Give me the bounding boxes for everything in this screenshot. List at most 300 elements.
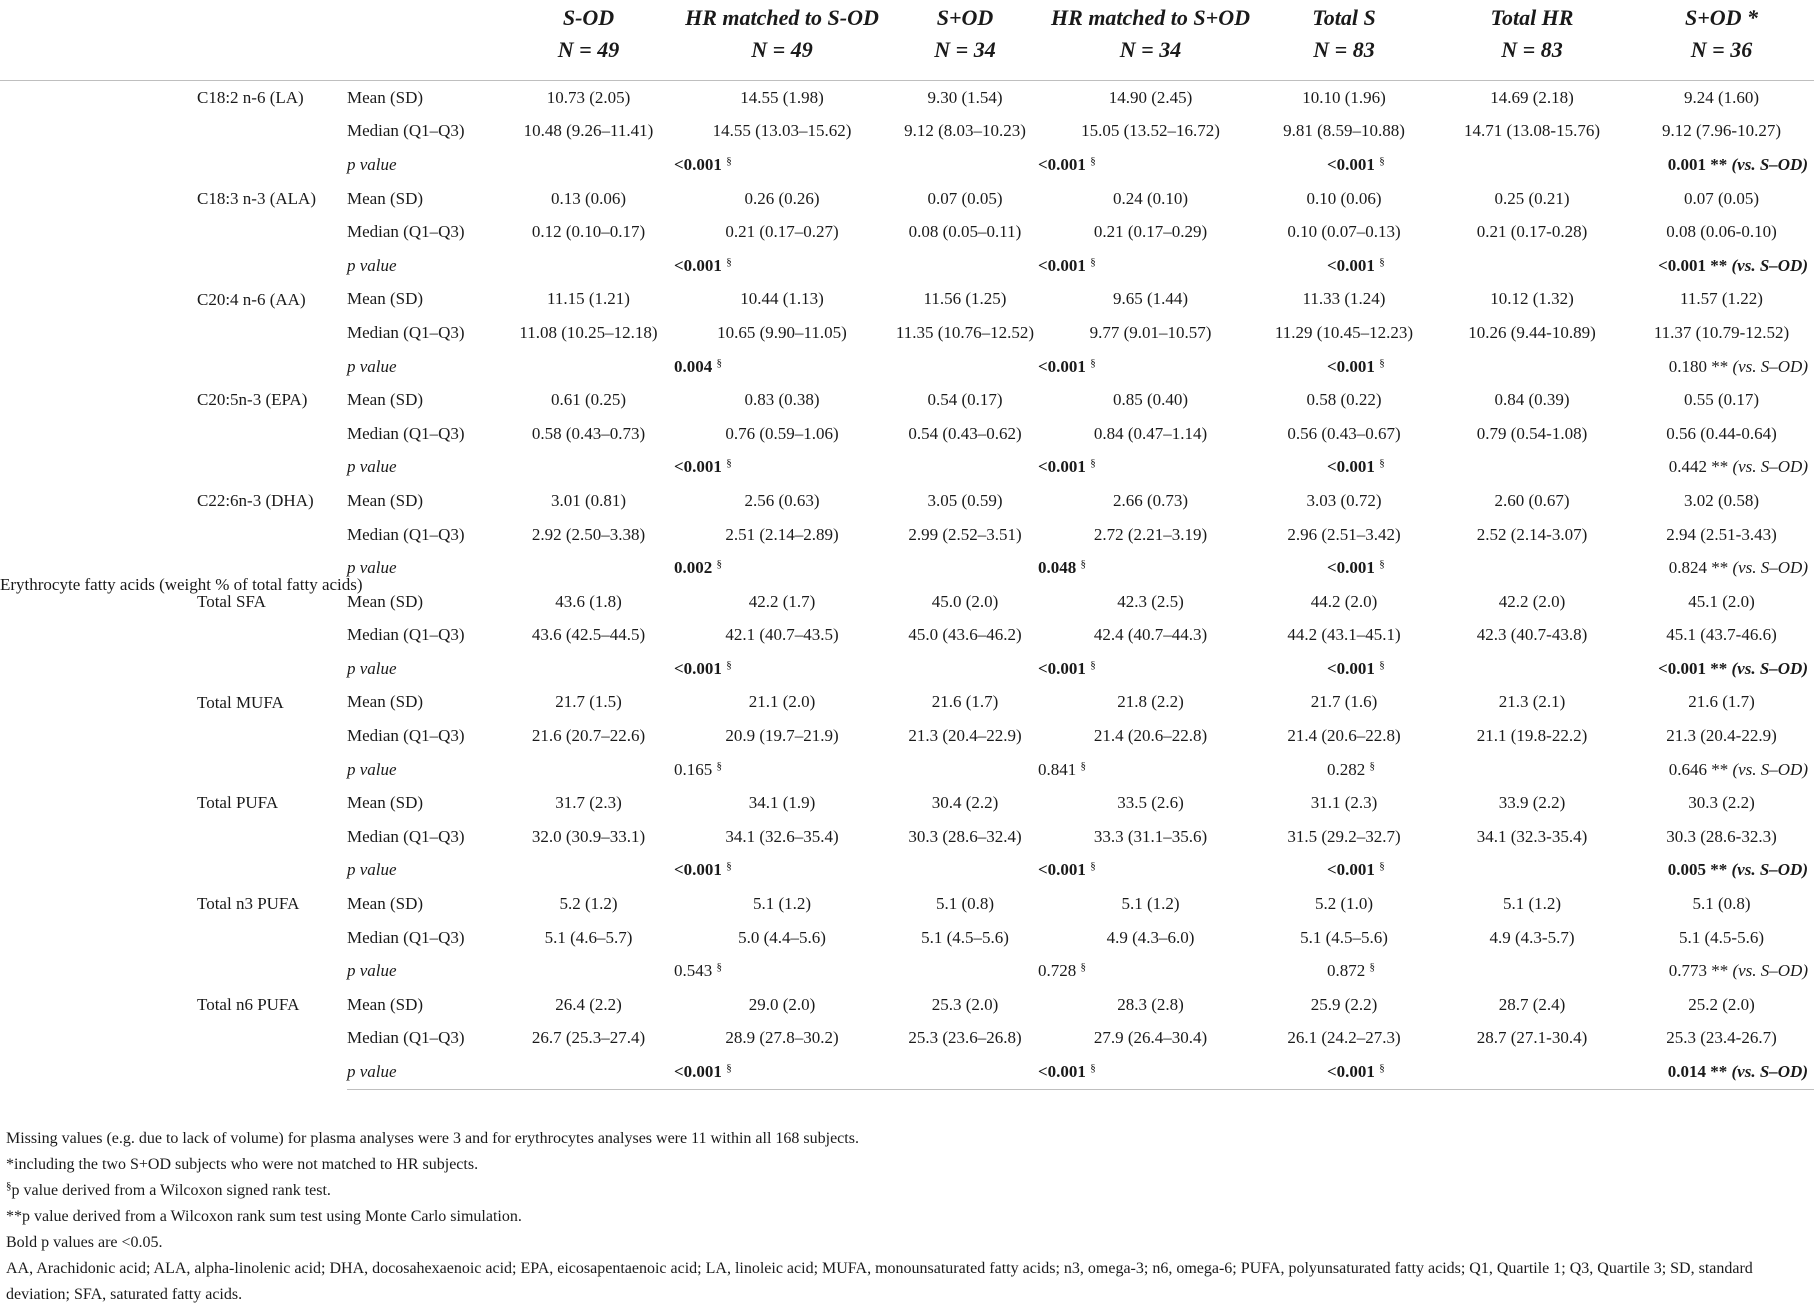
- stat-label: Median (Q1–Q3): [347, 826, 465, 846]
- col-header-label: Total HR: [1490, 5, 1574, 30]
- section-mark: §: [716, 961, 722, 974]
- mean-cell: 45.1 (2.0): [1688, 591, 1755, 611]
- stat-label: Mean (SD): [347, 894, 424, 914]
- mean-cell: 0.25 (0.21): [1494, 188, 1570, 208]
- mean-cell: 10.10 (1.96): [1302, 87, 1386, 107]
- p-value: <0.001: [1327, 860, 1375, 880]
- median-cell: 5.1 (4.5-5.6): [1679, 927, 1764, 947]
- mean-cell: 0.85 (0.40): [1112, 390, 1189, 410]
- section-mark: §: [716, 759, 722, 772]
- mean-cell: 2.60 (0.67): [1494, 490, 1570, 510]
- median-cell: 0.10 (0.07–0.13): [1287, 222, 1401, 242]
- section-mark: §: [1090, 154, 1096, 167]
- p-value: <0.001: [1327, 457, 1375, 477]
- stat-label: p value: [347, 558, 397, 578]
- median-cell: 11.37 (10.79-12.52): [1653, 322, 1790, 342]
- mean-cell: 0.10 (0.06): [1306, 188, 1382, 208]
- p-value-cell: [1629, 451, 1814, 485]
- median-cell: 42.1 (40.7–43.5): [725, 625, 839, 645]
- mean-cell: 25.3 (2.0): [931, 994, 999, 1014]
- mean-cell: 5.1 (0.8): [1692, 894, 1751, 914]
- median-cell: 0.56 (0.43–0.67): [1287, 423, 1401, 443]
- median-cell: 0.21 (0.17–0.27): [725, 222, 839, 242]
- mean-cell: 9.24 (1.60): [1683, 87, 1760, 107]
- p-value-cell: [1327, 249, 1521, 283]
- col-header-n: N = 49: [682, 34, 882, 81]
- stat-label: Median (Q1–Q3): [347, 222, 465, 242]
- header-row-n: [0, 34, 1814, 81]
- mean-cell: 2.56 (0.63): [744, 490, 820, 510]
- section-mark: §: [1090, 658, 1096, 671]
- p-value-cell: [1629, 954, 1814, 988]
- stat-label: Mean (SD): [347, 793, 424, 813]
- median-cell: 0.84 (0.47–1.14): [1093, 423, 1208, 443]
- p-value: 0.180: [1668, 356, 1707, 376]
- p-value-cell: [1038, 1055, 1243, 1089]
- versus-label: (vs. S–OD): [1732, 759, 1808, 779]
- mean-cell: 11.56 (1.25): [923, 289, 1007, 309]
- mean-cell: 14.69 (2.18): [1490, 87, 1574, 107]
- double-star: **: [1710, 154, 1728, 174]
- p-value-cell: [1629, 551, 1814, 585]
- p-value-cell: [1629, 854, 1814, 888]
- p-value-cell: [1327, 148, 1521, 182]
- stat-label: p value: [347, 255, 397, 275]
- double-star: **: [1710, 658, 1728, 678]
- mean-cell: 11.57 (1.22): [1680, 289, 1763, 309]
- mean-cell: 5.1 (1.2): [752, 894, 812, 914]
- median-cell: 4.9 (4.3–6.0): [1106, 927, 1195, 947]
- p-value-cell: [1038, 854, 1243, 888]
- versus-label: (vs. S–OD): [1732, 457, 1808, 477]
- p-value-cell: [1038, 652, 1243, 686]
- metric-label: C18:3 n-3 (ALA): [197, 188, 316, 208]
- stat-label: p value: [347, 356, 397, 376]
- p-value: 0.282: [1327, 759, 1366, 779]
- p-value: 0.841: [1038, 759, 1077, 779]
- p-value: 0.824: [1668, 558, 1707, 578]
- p-value: <0.001: [1038, 356, 1086, 376]
- median-cell: 5.1 (4.6–5.7): [544, 927, 633, 947]
- table-row: [0, 887, 1814, 921]
- median-cell: 28.7 (27.1-30.4): [1476, 1028, 1588, 1048]
- p-value-cell: [1038, 954, 1243, 988]
- col-header-label: S-OD: [562, 5, 615, 30]
- median-cell: 11.35 (10.76–12.52): [895, 322, 1035, 342]
- median-cell: 21.4 (20.6–22.8): [1093, 726, 1208, 746]
- col-header-n: N = 49: [495, 34, 682, 81]
- median-cell: 26.7 (25.3–27.4): [531, 1028, 646, 1048]
- p-value: <0.001: [1658, 658, 1706, 678]
- empty-cell: [495, 1055, 682, 1089]
- p-value: <0.001: [674, 457, 722, 477]
- col-header-n: N = 34: [882, 34, 1048, 81]
- section-mark: §: [726, 1062, 732, 1075]
- metric-label: Total n3 PUFA: [197, 894, 300, 914]
- p-value-cell: [1038, 451, 1243, 485]
- mean-cell: 33.5 (2.6): [1117, 793, 1184, 813]
- p-value-cell: [1327, 652, 1521, 686]
- metric-label: Total SFA: [197, 591, 266, 611]
- empty-cell: [495, 854, 682, 888]
- p-value-cell: [674, 451, 874, 485]
- median-cell: 10.65 (9.90–11.05): [717, 322, 847, 342]
- mean-cell: 28.7 (2.4): [1498, 994, 1566, 1014]
- section-mark: §: [1369, 759, 1375, 772]
- stat-label: Mean (SD): [347, 692, 424, 712]
- p-value-cell: [1629, 753, 1814, 787]
- versus-label: (vs. S–OD): [1732, 558, 1808, 578]
- median-cell: 0.12 (0.10–0.17): [531, 222, 646, 242]
- p-value: 0.442: [1668, 457, 1707, 477]
- stat-label: Mean (SD): [347, 87, 424, 107]
- p-value: 0.773: [1668, 961, 1707, 981]
- mean-cell: 42.3 (2.5): [1117, 591, 1184, 611]
- stat-label: Mean (SD): [347, 289, 424, 309]
- section-mark: §: [1379, 558, 1385, 571]
- median-cell: 42.4 (40.7–44.3): [1093, 625, 1208, 645]
- median-cell: 28.9 (27.8–30.2): [725, 1028, 839, 1048]
- table-row: [0, 383, 1814, 417]
- p-value: <0.001: [1327, 356, 1375, 376]
- col-header-label: S+OD *: [1684, 5, 1759, 30]
- note-section: §p value derived from a Wilcoxon signed rank test.: [6, 1180, 331, 1199]
- median-cell: 2.52 (2.14-3.07): [1476, 524, 1588, 544]
- p-value: <0.001: [674, 1062, 722, 1082]
- mean-cell: 45.0 (2.0): [931, 591, 999, 611]
- empty-cell: [882, 652, 1048, 686]
- median-cell: 5.1 (4.5–5.6): [1300, 927, 1388, 947]
- double-star: **: [1711, 558, 1729, 578]
- mean-cell: 3.01 (0.81): [550, 490, 627, 510]
- median-cell: 14.55 (13.03–15.62): [712, 121, 852, 141]
- mean-cell: 10.44 (1.13): [740, 289, 824, 309]
- double-star: **: [1710, 255, 1728, 275]
- p-value-cell: [674, 551, 874, 585]
- section-mark: §: [726, 457, 732, 470]
- stat-label: p value: [347, 759, 397, 779]
- mean-cell: 11.33 (1.24): [1302, 289, 1386, 309]
- median-cell: 14.71 (13.08-15.76): [1464, 121, 1600, 141]
- median-cell: 0.21 (0.17-0.28): [1476, 222, 1588, 242]
- mean-cell: 21.1 (2.0): [748, 692, 816, 712]
- versus-label: (vs. S–OD): [1732, 356, 1808, 376]
- p-value-cell: [1038, 148, 1243, 182]
- median-cell: 4.9 (4.3-5.7): [1489, 927, 1575, 947]
- versus-label: (vs. S–OD): [1731, 658, 1808, 678]
- section-mark: §: [1090, 255, 1096, 268]
- p-value: <0.001: [674, 658, 722, 678]
- p-value-cell: [1629, 652, 1814, 686]
- mean-cell: 0.84 (0.39): [1494, 390, 1570, 410]
- p-value-cell: [1327, 854, 1521, 888]
- table-row: [0, 988, 1814, 1022]
- median-cell: 30.3 (28.6–32.4): [908, 826, 1022, 846]
- section-mark: §: [1369, 961, 1375, 974]
- median-cell: 5.0 (4.4–5.6): [738, 927, 826, 947]
- mean-cell: 0.24 (0.10): [1112, 188, 1189, 208]
- mean-cell: 0.54 (0.17): [927, 390, 1003, 410]
- median-cell: 0.79 (0.54-1.08): [1476, 423, 1588, 443]
- p-value: <0.001: [1038, 154, 1086, 174]
- col-header-label: S+OD: [936, 5, 994, 30]
- mean-cell: 10.12 (1.32): [1490, 289, 1574, 309]
- mean-cell: 31.7 (2.3): [555, 793, 622, 813]
- col-header-label: Total S: [1312, 5, 1376, 30]
- versus-label: (vs. S–OD): [1732, 961, 1808, 981]
- section-mark: §: [1090, 1062, 1096, 1075]
- empty-cell: [495, 652, 682, 686]
- median-cell: 21.4 (20.6–22.8): [1287, 726, 1401, 746]
- col-header-label: HR matched to S-OD: [685, 5, 879, 30]
- median-cell: 33.3 (31.1–35.6): [1093, 826, 1208, 846]
- mean-cell: 9.30 (1.54): [927, 87, 1003, 107]
- p-value: <0.001: [674, 860, 722, 880]
- p-value: 0.002: [674, 558, 713, 578]
- mean-cell: 21.7 (1.5): [555, 692, 622, 712]
- p-value-cell: [674, 954, 874, 988]
- median-cell: 43.6 (42.5–44.5): [531, 625, 646, 645]
- median-cell: 10.26 (9.44-10.89): [1468, 322, 1596, 342]
- p-value-cell: [674, 652, 874, 686]
- p-value: 0.543: [674, 961, 713, 981]
- stat-label: Median (Q1–Q3): [347, 423, 465, 443]
- section-mark: §: [726, 860, 732, 873]
- median-cell: 2.72 (2.21–3.19): [1093, 524, 1208, 544]
- median-cell: 15.05 (13.52–16.72): [1081, 121, 1220, 141]
- p-value-cell: [674, 249, 874, 283]
- metric-label: C18:2 n-6 (LA): [197, 88, 304, 107]
- p-value-cell: [1629, 350, 1814, 384]
- mean-cell: 5.1 (1.2): [1502, 894, 1562, 914]
- empty-cell: [882, 249, 1048, 283]
- mean-cell: 26.4 (2.2): [555, 994, 622, 1014]
- col-header-n: N = 34: [1048, 34, 1253, 81]
- p-value-cell: [674, 854, 874, 888]
- p-value-cell: [674, 148, 874, 182]
- median-cell: 9.77 (9.01–10.57): [1089, 322, 1212, 342]
- double-star: **: [1711, 457, 1729, 477]
- versus-label: (vs. S–OD): [1731, 255, 1808, 275]
- metric-label: Total PUFA: [197, 793, 279, 813]
- median-cell: 2.94 (2.51-3.43): [1666, 524, 1777, 544]
- section-mark: §: [726, 154, 732, 167]
- table-body: [0, 81, 1814, 1090]
- section-mark: §: [1379, 457, 1385, 470]
- median-cell: 11.08 (10.25–12.18): [519, 322, 658, 342]
- median-cell: 21.1 (19.8-22.2): [1476, 726, 1588, 746]
- p-value-cell: [1629, 1055, 1814, 1089]
- stat-label: Median (Q1–Q3): [347, 625, 465, 645]
- mean-cell: 0.58 (0.22): [1306, 390, 1382, 410]
- median-cell: 25.3 (23.6–26.8): [908, 1028, 1022, 1048]
- median-cell: 45.0 (43.6–46.2): [908, 625, 1022, 645]
- p-value: <0.001: [1327, 154, 1375, 174]
- p-value: <0.001: [1327, 558, 1375, 578]
- mean-cell: 0.55 (0.17): [1683, 390, 1760, 410]
- mean-cell: 5.1 (0.8): [935, 894, 995, 914]
- median-cell: 0.76 (0.59–1.06): [725, 423, 839, 443]
- p-value: 0.004: [674, 356, 713, 376]
- group-label: Erythrocyte fatty acids (weight % of total fatty acids): [0, 575, 363, 595]
- stat-label: Median (Q1–Q3): [347, 121, 465, 141]
- p-value: <0.001: [1038, 457, 1086, 477]
- median-cell: 5.1 (4.5–5.6): [921, 927, 1009, 947]
- median-cell: 0.56 (0.44-0.64): [1666, 423, 1777, 443]
- median-cell: 0.21 (0.17–0.29): [1093, 222, 1208, 242]
- note-abbreviations: AA, Arachidonic acid; ALA, alpha-linolenic acid; DHA, docosahexaenoic acid; EPA, eicosapentaenoic acid; LA, linoleic acid; MUFA, monounsaturated fatty acids; n3, omega-3; n6, omega-6; PUFA, polyunsaturated fatty acids; Q1, Quartile 1; Q3, Quartile 3; SD, standard deviation; SFA, saturated fatty acids.: [6, 1260, 1753, 1303]
- median-cell: 2.99 (2.52–3.51): [908, 524, 1022, 544]
- mean-cell: 3.02 (0.58): [1683, 490, 1760, 510]
- section-mark: §: [1080, 759, 1086, 772]
- section-mark: §: [716, 356, 722, 369]
- section-mark: §: [1379, 154, 1385, 167]
- mean-cell: 44.2 (2.0): [1310, 591, 1378, 611]
- section-mark: §: [6, 1180, 12, 1192]
- p-value-cell: [1327, 350, 1521, 384]
- stat-label: Mean (SD): [347, 490, 424, 510]
- mean-cell: 21.6 (1.7): [931, 692, 999, 712]
- median-cell: 0.54 (0.43–0.62): [908, 423, 1022, 443]
- stat-label: Median (Q1–Q3): [347, 322, 465, 342]
- p-value: 0.048: [1038, 558, 1077, 578]
- note-bold: Bold p values are <0.05.: [6, 1234, 163, 1251]
- double-star: **: [1711, 961, 1729, 981]
- median-cell: 20.9 (19.7–21.9): [725, 726, 839, 746]
- median-cell: 21.3 (20.4–22.9): [908, 726, 1022, 746]
- median-cell: 42.3 (40.7-43.8): [1476, 625, 1588, 645]
- versus-label: (vs. S–OD): [1731, 154, 1808, 174]
- mean-cell: 11.15 (1.21): [547, 289, 630, 309]
- mean-cell: 31.1 (2.3): [1310, 793, 1378, 813]
- metric-label: C20:5n-3 (EPA): [197, 390, 308, 410]
- mean-cell: 30.3 (2.2): [1688, 793, 1755, 813]
- stat-label: Median (Q1–Q3): [347, 927, 465, 947]
- stat-label: Mean (SD): [347, 390, 424, 410]
- section-mark: §: [1379, 1062, 1385, 1075]
- mean-cell: 21.3 (2.1): [1498, 692, 1566, 712]
- median-cell: 44.2 (43.1–45.1): [1287, 625, 1401, 645]
- median-cell: 21.6 (20.7–22.6): [531, 726, 646, 746]
- table-row: [0, 786, 1814, 820]
- p-value: 0.005: [1667, 860, 1706, 880]
- mean-cell: 43.6 (1.8): [555, 591, 622, 611]
- p-value-cell: [1327, 451, 1521, 485]
- p-value: 0.014: [1667, 1062, 1706, 1082]
- median-cell: 30.3 (28.6-32.3): [1666, 826, 1777, 846]
- p-value-cell: [1038, 753, 1243, 787]
- empty-cell: [495, 954, 682, 988]
- p-value: 0.872: [1327, 961, 1366, 981]
- median-cell: 2.96 (2.51–3.42): [1287, 524, 1401, 544]
- p-value: 0.646: [1668, 759, 1707, 779]
- col-header-label: HR matched to S+OD: [1051, 5, 1250, 30]
- mean-cell: 28.3 (2.8): [1117, 994, 1184, 1014]
- mean-cell: 29.0 (2.0): [748, 994, 816, 1014]
- mean-cell: 21.6 (1.7): [1688, 692, 1755, 712]
- mean-cell: 14.55 (1.98): [740, 87, 824, 107]
- p-value: <0.001: [1327, 658, 1375, 678]
- median-cell: 9.81 (8.59–10.88): [1283, 121, 1405, 141]
- double-star: **: [1710, 1062, 1728, 1082]
- mean-cell: 0.83 (0.38): [744, 390, 820, 410]
- empty-cell: [495, 350, 682, 384]
- note-missing: Missing values (e.g. due to lack of volume) for plasma analyses were 3 and for erythrocytes analyses were 11 within all 168 subjects.: [6, 1130, 859, 1147]
- mean-cell: 3.03 (0.72): [1306, 490, 1382, 510]
- median-cell: 45.1 (43.7-46.6): [1666, 625, 1777, 645]
- p-value: <0.001: [1658, 255, 1706, 275]
- p-value-cell: [1327, 551, 1521, 585]
- p-value: 0.165: [674, 759, 713, 779]
- mean-cell: 5.2 (1.0): [1314, 894, 1374, 914]
- mean-cell: 21.7 (1.6): [1310, 692, 1378, 712]
- empty-cell: [882, 954, 1048, 988]
- mean-cell: 2.66 (0.73): [1112, 490, 1189, 510]
- stat-label: Mean (SD): [347, 591, 424, 611]
- empty-cell: [882, 148, 1048, 182]
- empty-cell: [882, 451, 1048, 485]
- mean-cell: 5.2 (1.2): [559, 894, 618, 914]
- mean-cell: 21.8 (2.2): [1117, 692, 1184, 712]
- median-cell: 26.1 (24.2–27.3): [1287, 1028, 1401, 1048]
- col-header-n: N = 83: [1435, 34, 1629, 81]
- median-cell: 0.58 (0.43–0.73): [531, 423, 646, 443]
- stat-label: Median (Q1–Q3): [347, 726, 465, 746]
- mean-cell: 14.90 (2.45): [1108, 87, 1193, 107]
- p-value-cell: [674, 753, 874, 787]
- section-mark: §: [1090, 457, 1096, 470]
- section-mark: §: [1379, 356, 1385, 369]
- section-mark: §: [716, 558, 722, 571]
- p-value-cell: [1038, 551, 1243, 585]
- mean-cell: 25.9 (2.2): [1310, 994, 1378, 1014]
- section-mark: §: [1379, 860, 1385, 873]
- empty-cell: [882, 350, 1048, 384]
- section-mark: §: [726, 658, 732, 671]
- metric-label: C20:4 n-6 (AA): [197, 289, 306, 309]
- stat-label: p value: [347, 1055, 495, 1089]
- empty-cell: [495, 753, 682, 787]
- empty-cell: [495, 148, 682, 182]
- double-star: **: [1711, 356, 1729, 376]
- table-row: [0, 686, 1814, 720]
- mean-cell: 33.9 (2.2): [1498, 793, 1566, 813]
- empty-cell: [882, 1055, 1048, 1089]
- table-row: [0, 81, 1814, 115]
- double-star: **: [1711, 759, 1729, 779]
- p-value-cell: [674, 350, 874, 384]
- section-mark: §: [1379, 255, 1385, 268]
- empty-cell: [882, 854, 1048, 888]
- mean-cell: 0.26 (0.26): [744, 188, 820, 208]
- mean-cell: 25.2 (2.0): [1688, 994, 1755, 1014]
- p-value-cell: [1629, 148, 1814, 182]
- p-value: <0.001: [1038, 255, 1086, 275]
- empty-cell: [495, 249, 682, 283]
- median-cell: 2.51 (2.14–2.89): [725, 524, 839, 544]
- p-value: 0.001: [1667, 154, 1706, 174]
- table-row: [0, 283, 1814, 317]
- p-value-cell: [674, 1055, 874, 1089]
- p-value: <0.001: [1327, 255, 1375, 275]
- empty-cell: [495, 551, 682, 585]
- section-mark: §: [726, 255, 732, 268]
- col-header-n: N = 83: [1253, 34, 1435, 81]
- median-cell: 32.0 (30.9–33.1): [531, 826, 646, 846]
- median-cell: 34.1 (32.6–35.4): [725, 826, 839, 846]
- note-star: *including the two S+OD subjects who were not matched to HR subjects.: [6, 1156, 479, 1173]
- mean-cell: 0.61 (0.25): [550, 390, 627, 410]
